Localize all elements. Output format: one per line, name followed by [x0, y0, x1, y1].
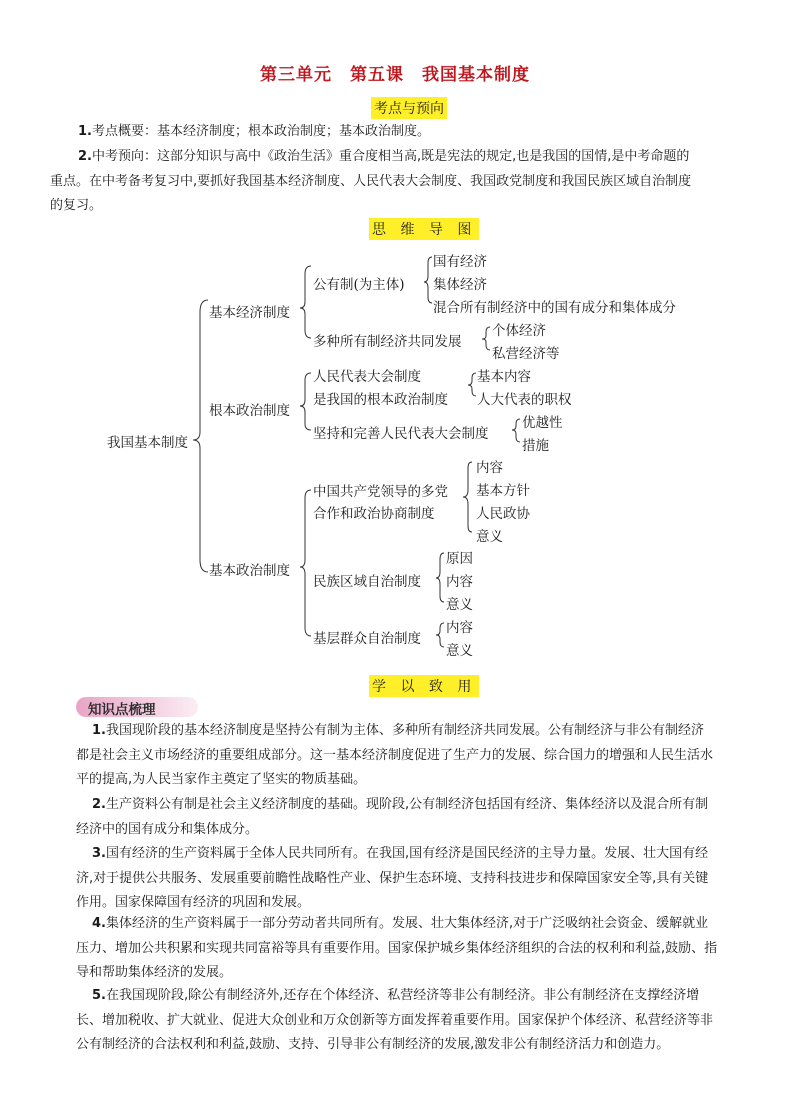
mindmap-basic-political: 基本政治制度	[209, 563, 290, 579]
basic-political-brace	[300, 490, 311, 636]
item-number: 5.	[92, 988, 106, 1003]
item-text-line: 都是社会主义市场经济的重要组成部分。这一基本经济制度促进了生产力的发展、综合国力的增强和人民生活水	[76, 747, 714, 763]
ethnic-brace	[436, 553, 444, 602]
mindmap-ethnic-item: 意义	[446, 597, 473, 613]
item-text-line: 平的提高,为人民当家作主奠定了坚实的物质基础。	[76, 772, 367, 787]
item-text: 考点概要：基本经济制度；根本政治制度；基本政治制度。	[91, 124, 430, 139]
mindmap-fundamental: 根本政治制度	[209, 403, 290, 419]
item-text-line: 中考预向：这部分知识与高中《政治生活》重合度相当高,既是宪法的规定,也是我国的国情,是中考命题的	[91, 149, 690, 164]
knowledge-item-3	[76, 842, 742, 916]
item-number: 1.	[92, 723, 106, 738]
item-text-line: 集体经济的生产资料属于一部分劳动者共同所有。发展、壮大集体经济,对于广泛吸纳社会资金、缓解就业	[105, 916, 709, 931]
item-number: 2.	[92, 797, 106, 812]
item-text-line: 在我国现阶段,除公有制经济外,还存在个体经济、私营经济等非公有制经济。非公有制经济在支撑经济增	[105, 988, 700, 1003]
mindmap-grassroots-item: 意义	[446, 643, 473, 659]
mindmap-public-item: 国有经济	[433, 254, 487, 270]
mindmap-multi-item: 个体经济	[492, 323, 546, 339]
mindmap-ethnic-item: 内容	[446, 574, 473, 590]
mindmap-public-item: 集体经济	[433, 277, 487, 293]
mindmap-is-root: 是我国的根本政治制度	[313, 392, 448, 408]
cpc-brace	[463, 462, 472, 532]
mindmap-root: 我国基本制度	[107, 435, 188, 451]
item-text-line: 我国现阶段的基本经济制度是坚持公有制为主体、多种所有制经济共同发展。公有制经济与非公有制经济	[105, 723, 704, 738]
mindmap-public-item: 混合所有制经济中的国有成分和集体成分	[433, 300, 676, 316]
section-header-apply: 学 以 致 用	[369, 675, 479, 697]
mindmap-grassroots-item: 内容	[446, 620, 473, 636]
mindmap-cpc-item: 内容	[476, 460, 503, 476]
item-text-line: 重点。在中考备考复习中,要抓好我国基本经济制度、人民代表大会制度、我国政党制度和我国民族区域自治制度	[50, 173, 692, 189]
section-header-preview: 考点与预向	[371, 97, 447, 119]
mindmap-npc-item: 基本内容	[477, 369, 531, 385]
mindmap-cpc-item: 意义	[476, 529, 503, 545]
mindmap-npc-item: 人大代表的职权	[477, 392, 572, 408]
mindmap-multi: 多种所有制经济共同发展	[313, 334, 462, 350]
mindmap-cpc-line2: 合作和政治协商制度	[313, 506, 435, 522]
item-number: 4.	[92, 916, 106, 931]
mindmap-ethnic: 民族区域自治制度	[313, 574, 421, 590]
item-text-line: 济,对于提供公共服务、发展重要前瞻性战略性产业、保护生态环境、支持科技进步和保障国家安全等,具有关键	[76, 870, 709, 886]
public-brace	[424, 257, 432, 303]
item-text-line: 经济中的国有成分和集体成分。	[76, 821, 259, 837]
mindmap-public: 公有制(为主体)	[313, 277, 405, 293]
mindmap-adhere-item: 优越性	[522, 415, 563, 431]
adhere-brace	[512, 419, 520, 442]
fundamental-brace	[300, 373, 311, 430]
item-text-line: 压力、增加公共积累和实现共同富裕等具有重要作用。国家保护城乡集体经济组织的合法的权利和利益,鼓励、指	[76, 940, 718, 956]
item-number: 2.	[78, 149, 92, 164]
section-header-mindmap: 思 维 导 图	[369, 218, 479, 240]
item-text-line: 长、增加税收、扩大就业、促进大众创业和万众创新等方面发挥着重要作用。国家保护个体经济、私营经济等非	[76, 1012, 714, 1028]
knowledge-item-5	[76, 984, 742, 1058]
knowledge-badge-label: 知识点梳理	[88, 702, 156, 718]
mindmap-cpc-item: 基本方针	[476, 483, 530, 499]
mindmap-grassroots: 基层群众自治制度	[313, 631, 421, 647]
item-text-line: 国有经济的生产资料属于全体人民共同所有。在我国,国有经济是国民经济的主导力量。发展、壮大国有经	[105, 846, 709, 861]
npc-brace	[468, 373, 476, 396]
knowledge-badge	[76, 697, 198, 717]
page-title: 第三单元 第五课 我国基本制度	[260, 65, 530, 85]
mindmap-ethnic-item: 原因	[446, 551, 473, 567]
multi-brace	[482, 327, 490, 350]
item-number: 1.	[78, 124, 92, 139]
item-text-line: 作用。国家保障国有经济的巩固和发展。	[76, 895, 311, 910]
econ-brace	[300, 266, 311, 338]
mindmap-cpc-item: 人民政协	[476, 506, 530, 522]
knowledge-item-2	[76, 793, 742, 842]
item-text-line: 公有制经济的合法权利和利益,鼓励、支持、引导非公有制经济的发展,激发非公有制经济活力和创造力。	[76, 1037, 670, 1052]
item-text-line: 导和帮助集体经济的发展。	[76, 965, 233, 980]
item-text-line: 的复习。	[50, 198, 103, 213]
knowledge-item-1	[76, 719, 742, 793]
item-number: 3.	[92, 846, 106, 861]
mindmap-multi-item: 私营经济等	[492, 346, 560, 362]
item-text-line: 生产资料公有制是社会主义经济制度的基础。现阶段,公有制经济包括国有经济、集体经济以及混合所有制	[105, 797, 709, 812]
mindmap-econ: 基本经济制度	[209, 305, 290, 321]
knowledge-item-4	[76, 912, 742, 986]
grassroots-brace	[436, 623, 444, 647]
root-brace	[193, 300, 208, 572]
mindmap-npc: 人民代表大会制度	[313, 369, 421, 385]
mindmap-adhere: 坚持和完善人民代表大会制度	[313, 426, 489, 442]
mindmap-adhere-item: 措施	[522, 438, 549, 454]
mindmap-cpc-line1: 中国共产党领导的多党	[313, 484, 448, 500]
